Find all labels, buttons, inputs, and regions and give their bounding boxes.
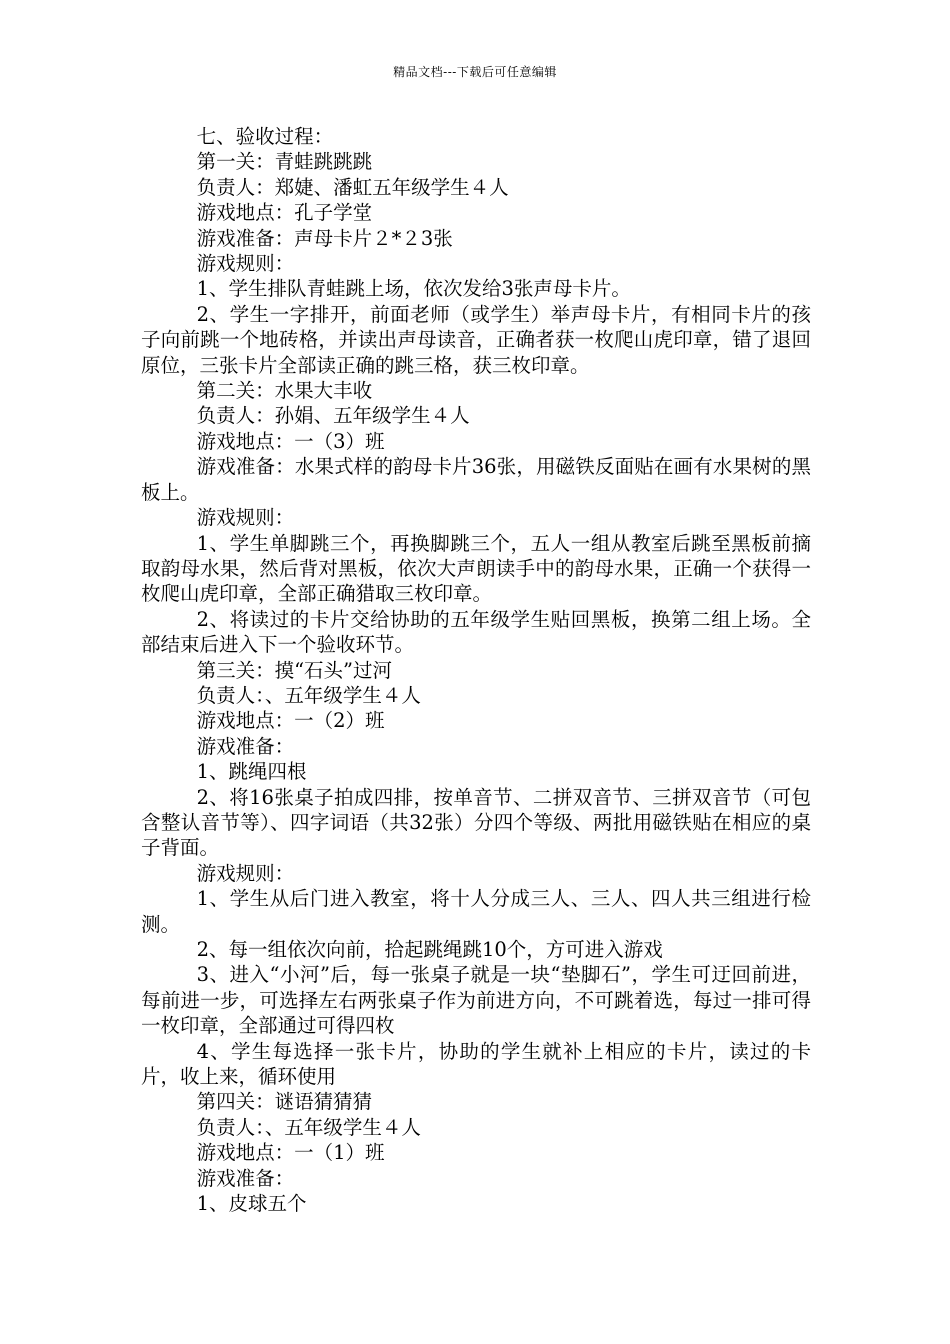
paragraph: 2、将16张桌子拍成四排，按单音节、二拼双音节、三拼双音节（可包含整认音节等）、四字词语（共32张）分四个等级、两批用磁铁贴在相应的桌子背面。 (141, 785, 811, 860)
section-heading: 七、验收过程： (196, 125, 334, 148)
paragraph: 游戏地点：一（1）班 (196, 1141, 385, 1165)
paragraph: 1、皮球五个 (196, 1192, 307, 1216)
paragraph: 2、每一组依次向前，拾起跳绳跳10个，方可进入游戏 (196, 938, 663, 961)
paragraph: 负责人：、五年级学生４人 (196, 683, 421, 707)
document-body (141, 124, 811, 1216)
paragraph: 1、跳绳四根 (196, 760, 307, 784)
paragraph: 游戏准备：水果式样的韵母卡片36张，用磁铁反面贴在画有水果树的黑板上。 (141, 455, 811, 504)
level-title: 第二关：水果大丰收 (196, 379, 373, 403)
paragraph: 负责人：、五年级学生４人 (196, 1115, 421, 1139)
paragraph: 游戏地点：一（2）班 (196, 709, 385, 733)
level-title: 第四关：谜语猜猜猜 (196, 1090, 373, 1114)
paragraph: 4、学生每选择一张卡片，协助的学生就补上相应的卡片，读过的卡片，收上来，循环使用 (141, 1039, 811, 1089)
paragraph: 1、学生排队青蛙跳上场，依次发给3张声母卡片。 (196, 277, 631, 301)
paragraph: 游戏准备： (196, 1166, 295, 1190)
paragraph: 游戏地点：孔子学堂 (196, 201, 373, 225)
paragraph: 游戏规则： (196, 506, 295, 530)
paragraph: 游戏准备：声母卡片２*２3张 (196, 226, 453, 250)
paragraph: 游戏准备： (196, 734, 295, 758)
paragraph: 游戏规则： (196, 861, 295, 885)
paragraph: 游戏规则： (196, 252, 295, 276)
paragraph: 负责人：孙娟、五年级学生４人 (196, 404, 470, 428)
paragraph: 1、学生从后门进入教室，将十人分成三人、三人、四人共三组进行检测。 (141, 887, 811, 936)
page-header: 精品文档---下载后可任意编辑 (393, 65, 557, 79)
paragraph: 2、学生一字排开，前面老师（或学生）举声母卡片，有相同卡片的孩子向前跳一个地砖格，并读出声母读音，正确者获一枚爬山虎印章，错了退回原位，三张卡片全部读正确的跳三格，获三枚印章。 (141, 302, 811, 377)
paragraph: 负责人：郑婕、潘虹五年级学生４人 (196, 175, 509, 199)
level-title: 第三关：摸“石头”过河 (196, 658, 393, 682)
paragraph: 3、进入“小河”后，每一张桌子就是一块“垫脚石”，学生可迂回前进，每前进一步，可选择左右两张桌子作为前进方向，不可跳着选，每过一排可得一枚印章，全部通过可得四枚 (141, 963, 811, 1038)
paragraph: 游戏地点：一（3）班 (196, 429, 385, 453)
paragraph: 1、学生单脚跳三个，再换脚跳三个，五人一组从教室后跳至黑板前摘取韵母水果，然后背对黑板，依次大声朗读手中的韵母水果，正确一个获得一枚爬山虎印章，全部正确猎取三枚印章。 (141, 531, 811, 606)
paragraph: 2、将读过的卡片交给协助的五年级学生贴回黑板，换第二组上场。全部结束后进入下一个验收环节。 (141, 607, 811, 657)
level-title: 第一关：青蛙跳跳跳 (196, 150, 373, 174)
